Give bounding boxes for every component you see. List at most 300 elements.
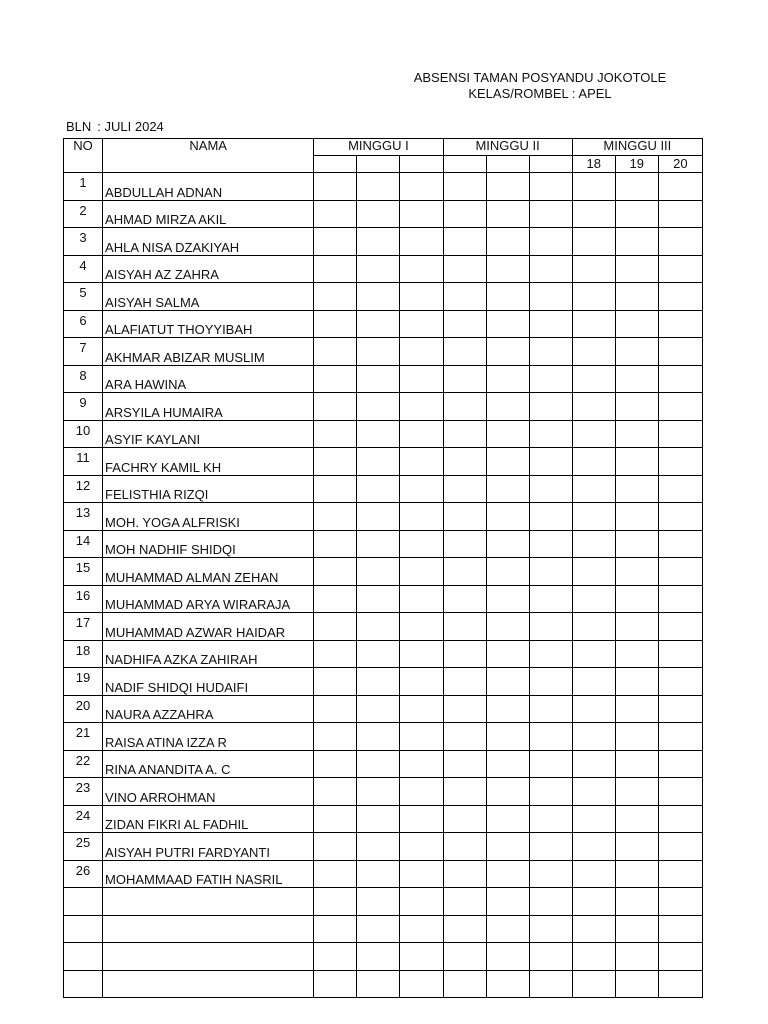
attendance-cell[interactable] <box>486 585 529 613</box>
attendance-cell[interactable] <box>400 668 443 696</box>
attendance-cell[interactable] <box>357 503 400 531</box>
attendance-cell[interactable] <box>529 943 572 971</box>
attendance-cell[interactable] <box>314 420 357 448</box>
attendance-cell[interactable] <box>357 640 400 668</box>
attendance-cell[interactable] <box>314 255 357 283</box>
attendance-cell[interactable] <box>314 310 357 338</box>
attendance-cell[interactable] <box>572 420 615 448</box>
attendance-cell[interactable] <box>658 833 702 861</box>
attendance-cell[interactable] <box>572 888 615 916</box>
attendance-cell[interactable] <box>658 228 702 256</box>
student-name: ARSYILA HUMAIRA <box>103 393 314 421</box>
attendance-cell[interactable] <box>357 558 400 586</box>
attendance-cell[interactable] <box>529 475 572 503</box>
attendance-cell[interactable] <box>529 503 572 531</box>
attendance-cell[interactable] <box>572 805 615 833</box>
attendance-cell[interactable] <box>400 778 443 806</box>
attendance-cell[interactable] <box>615 805 658 833</box>
attendance-cell[interactable] <box>486 475 529 503</box>
attendance-cell[interactable] <box>658 915 702 943</box>
attendance-cell[interactable] <box>486 173 529 201</box>
attendance-cell[interactable] <box>400 723 443 751</box>
table-row <box>64 365 703 393</box>
attendance-cell[interactable] <box>572 393 615 421</box>
attendance-cell[interactable] <box>314 833 357 861</box>
attendance-cell[interactable] <box>357 833 400 861</box>
attendance-cell[interactable] <box>658 173 702 201</box>
attendance-cell[interactable] <box>615 530 658 558</box>
attendance-cell[interactable] <box>486 503 529 531</box>
attendance-cell[interactable] <box>314 558 357 586</box>
attendance-cell[interactable] <box>658 475 702 503</box>
attendance-cell[interactable] <box>314 723 357 751</box>
attendance-cell[interactable] <box>314 860 357 888</box>
attendance-cell[interactable] <box>486 448 529 476</box>
attendance-cell[interactable] <box>615 393 658 421</box>
student-no <box>64 915 103 943</box>
attendance-cell[interactable] <box>658 778 702 806</box>
attendance-cell[interactable] <box>658 530 702 558</box>
attendance-cell[interactable] <box>400 888 443 916</box>
attendance-cell[interactable] <box>658 283 702 311</box>
attendance-cell[interactable] <box>443 503 486 531</box>
attendance-cell[interactable] <box>572 833 615 861</box>
attendance-cell[interactable] <box>400 750 443 778</box>
attendance-cell[interactable] <box>486 723 529 751</box>
attendance-cell[interactable] <box>529 173 572 201</box>
student-no: 15 <box>64 558 103 586</box>
attendance-cell[interactable] <box>615 420 658 448</box>
student-rows <box>64 173 703 998</box>
attendance-cell[interactable] <box>658 310 702 338</box>
attendance-cell[interactable] <box>529 805 572 833</box>
attendance-cell[interactable] <box>400 558 443 586</box>
attendance-cell[interactable] <box>357 228 400 256</box>
attendance-cell[interactable] <box>443 640 486 668</box>
attendance-cell[interactable] <box>314 970 357 998</box>
student-name: AISYAH SALMA <box>103 283 314 311</box>
attendance-cell[interactable] <box>400 338 443 366</box>
attendance-cell[interactable] <box>658 613 702 641</box>
attendance-cell[interactable] <box>400 970 443 998</box>
attendance-cell[interactable] <box>658 503 702 531</box>
attendance-cell[interactable] <box>443 723 486 751</box>
attendance-cell[interactable] <box>658 943 702 971</box>
header-day-cell <box>443 156 486 173</box>
attendance-cell[interactable] <box>443 833 486 861</box>
attendance-cell[interactable] <box>615 778 658 806</box>
attendance-cell[interactable] <box>529 200 572 228</box>
table-row <box>64 723 703 751</box>
attendance-cell[interactable] <box>400 475 443 503</box>
attendance-cell[interactable] <box>615 613 658 641</box>
table-row <box>64 750 703 778</box>
attendance-cell[interactable] <box>658 750 702 778</box>
attendance-cell[interactable] <box>357 860 400 888</box>
attendance-cell[interactable] <box>529 530 572 558</box>
attendance-cell[interactable] <box>615 668 658 696</box>
attendance-cell[interactable] <box>486 888 529 916</box>
attendance-cell[interactable] <box>486 943 529 971</box>
attendance-cell[interactable] <box>443 695 486 723</box>
attendance-cell[interactable] <box>572 228 615 256</box>
attendance-cell[interactable] <box>314 668 357 696</box>
attendance-cell[interactable] <box>615 888 658 916</box>
attendance-cell[interactable] <box>615 365 658 393</box>
attendance-cell[interactable] <box>357 613 400 641</box>
attendance-cell[interactable] <box>357 943 400 971</box>
attendance-cell[interactable] <box>357 310 400 338</box>
attendance-cell[interactable] <box>357 695 400 723</box>
attendance-cell[interactable] <box>400 393 443 421</box>
attendance-cell[interactable] <box>658 365 702 393</box>
attendance-cell[interactable] <box>400 420 443 448</box>
attendance-cell[interactable] <box>615 310 658 338</box>
attendance-cell[interactable] <box>615 860 658 888</box>
attendance-cell[interactable] <box>443 283 486 311</box>
attendance-cell[interactable] <box>529 365 572 393</box>
attendance-cell[interactable] <box>486 310 529 338</box>
attendance-cell[interactable] <box>529 255 572 283</box>
student-name: FELISTHIA RIZQI <box>103 475 314 503</box>
student-no: 1 <box>64 173 103 201</box>
attendance-cell[interactable] <box>615 173 658 201</box>
attendance-cell[interactable] <box>529 393 572 421</box>
class-label: KELAS/ROMBEL : APEL <box>468 86 612 101</box>
attendance-cell[interactable] <box>357 915 400 943</box>
attendance-cell[interactable] <box>443 613 486 641</box>
attendance-cell[interactable] <box>658 338 702 366</box>
attendance-cell[interactable] <box>357 448 400 476</box>
attendance-cell[interactable] <box>314 475 357 503</box>
attendance-cell[interactable] <box>443 310 486 338</box>
attendance-cell[interactable] <box>357 200 400 228</box>
attendance-cell[interactable] <box>357 475 400 503</box>
attendance-cell[interactable] <box>486 393 529 421</box>
attendance-cell[interactable] <box>615 255 658 283</box>
attendance-cell[interactable] <box>400 613 443 641</box>
attendance-cell[interactable] <box>529 860 572 888</box>
attendance-cell[interactable] <box>443 778 486 806</box>
attendance-cell[interactable] <box>314 228 357 256</box>
attendance-cell[interactable] <box>615 475 658 503</box>
attendance-cell[interactable] <box>443 585 486 613</box>
attendance-cell[interactable] <box>314 640 357 668</box>
attendance-cell[interactable] <box>529 723 572 751</box>
attendance-cell[interactable] <box>529 558 572 586</box>
attendance-cell[interactable] <box>572 365 615 393</box>
attendance-cell[interactable] <box>658 888 702 916</box>
attendance-cell[interactable] <box>443 173 486 201</box>
attendance-cell[interactable] <box>572 915 615 943</box>
attendance-cell[interactable] <box>314 778 357 806</box>
attendance-cell[interactable] <box>400 943 443 971</box>
attendance-cell[interactable] <box>357 778 400 806</box>
attendance-cell[interactable] <box>443 420 486 448</box>
student-no: 10 <box>64 420 103 448</box>
attendance-cell[interactable] <box>486 778 529 806</box>
attendance-cell[interactable] <box>486 668 529 696</box>
student-no: 9 <box>64 393 103 421</box>
student-no: 21 <box>64 723 103 751</box>
attendance-cell[interactable] <box>400 283 443 311</box>
attendance-cell[interactable] <box>314 750 357 778</box>
student-name: RAISA ATINA IZZA R <box>103 723 314 751</box>
attendance-cell[interactable] <box>615 915 658 943</box>
attendance-cell[interactable] <box>486 750 529 778</box>
table-row <box>64 283 703 311</box>
attendance-cell[interactable] <box>443 750 486 778</box>
attendance-cell[interactable] <box>615 723 658 751</box>
attendance-cell[interactable] <box>400 503 443 531</box>
attendance-cell[interactable] <box>529 695 572 723</box>
attendance-cell[interactable] <box>658 640 702 668</box>
attendance-cell[interactable] <box>615 585 658 613</box>
attendance-cell[interactable] <box>572 283 615 311</box>
attendance-cell[interactable] <box>486 200 529 228</box>
attendance-cell[interactable] <box>400 228 443 256</box>
attendance-cell[interactable] <box>486 805 529 833</box>
attendance-cell[interactable] <box>443 255 486 283</box>
attendance-cell[interactable] <box>443 915 486 943</box>
attendance-cell[interactable] <box>400 915 443 943</box>
attendance-cell[interactable] <box>529 420 572 448</box>
attendance-cell[interactable] <box>486 338 529 366</box>
attendance-cell[interactable] <box>314 613 357 641</box>
student-no: 26 <box>64 860 103 888</box>
attendance-cell[interactable] <box>529 750 572 778</box>
attendance-cell[interactable] <box>357 970 400 998</box>
attendance-cell[interactable] <box>572 613 615 641</box>
attendance-cell[interactable] <box>357 393 400 421</box>
attendance-cell[interactable] <box>529 283 572 311</box>
attendance-cell[interactable] <box>357 530 400 558</box>
attendance-cell[interactable] <box>443 668 486 696</box>
attendance-cell[interactable] <box>529 338 572 366</box>
attendance-cell[interactable] <box>615 833 658 861</box>
attendance-cell[interactable] <box>400 860 443 888</box>
attendance-cell[interactable] <box>572 778 615 806</box>
attendance-cell[interactable] <box>443 943 486 971</box>
attendance-cell[interactable] <box>572 640 615 668</box>
attendance-cell[interactable] <box>572 310 615 338</box>
attendance-cell[interactable] <box>357 585 400 613</box>
attendance-cell[interactable] <box>400 805 443 833</box>
attendance-cell[interactable] <box>443 530 486 558</box>
attendance-cell[interactable] <box>572 200 615 228</box>
attendance-cell[interactable] <box>486 283 529 311</box>
attendance-cell[interactable] <box>357 888 400 916</box>
attendance-cell[interactable] <box>572 585 615 613</box>
attendance-cell[interactable] <box>357 668 400 696</box>
attendance-cell[interactable] <box>400 200 443 228</box>
attendance-cell[interactable] <box>443 393 486 421</box>
attendance-cell[interactable] <box>400 448 443 476</box>
attendance-cell[interactable] <box>658 695 702 723</box>
attendance-cell[interactable] <box>443 338 486 366</box>
attendance-cell[interactable] <box>615 750 658 778</box>
attendance-cell[interactable] <box>443 860 486 888</box>
attendance-cell[interactable] <box>572 475 615 503</box>
attendance-cell[interactable] <box>615 943 658 971</box>
attendance-cell[interactable] <box>400 530 443 558</box>
student-name: NAURA AZZAHRA <box>103 695 314 723</box>
attendance-cell[interactable] <box>400 173 443 201</box>
student-name <box>103 943 314 971</box>
attendance-cell[interactable] <box>658 558 702 586</box>
attendance-cell[interactable] <box>400 640 443 668</box>
attendance-cell[interactable] <box>529 833 572 861</box>
attendance-cell[interactable] <box>486 970 529 998</box>
attendance-cell[interactable] <box>486 640 529 668</box>
attendance-cell[interactable] <box>486 915 529 943</box>
attendance-cell[interactable] <box>572 943 615 971</box>
attendance-cell[interactable] <box>357 255 400 283</box>
attendance-cell[interactable] <box>314 695 357 723</box>
student-no: 18 <box>64 640 103 668</box>
attendance-cell[interactable] <box>486 420 529 448</box>
attendance-cell[interactable] <box>400 833 443 861</box>
attendance-cell[interactable] <box>572 173 615 201</box>
attendance-cell[interactable] <box>314 805 357 833</box>
attendance-cell[interactable] <box>615 228 658 256</box>
attendance-cell[interactable] <box>486 833 529 861</box>
attendance-cell[interactable] <box>443 475 486 503</box>
attendance-cell[interactable] <box>615 970 658 998</box>
student-no: 12 <box>64 475 103 503</box>
attendance-cell[interactable] <box>400 695 443 723</box>
attendance-cell[interactable] <box>615 640 658 668</box>
attendance-cell[interactable] <box>486 365 529 393</box>
attendance-cell[interactable] <box>314 915 357 943</box>
attendance-cell[interactable] <box>357 420 400 448</box>
attendance-cell[interactable] <box>443 365 486 393</box>
attendance-cell[interactable] <box>314 943 357 971</box>
attendance-cell[interactable] <box>314 200 357 228</box>
attendance-cell[interactable] <box>357 805 400 833</box>
attendance-cell[interactable] <box>572 558 615 586</box>
attendance-cell[interactable] <box>357 750 400 778</box>
attendance-cell[interactable] <box>443 200 486 228</box>
student-no: 14 <box>64 530 103 558</box>
attendance-cell[interactable] <box>658 200 702 228</box>
attendance-cell[interactable] <box>529 448 572 476</box>
student-name: ARA HAWINA <box>103 365 314 393</box>
attendance-cell[interactable] <box>314 365 357 393</box>
attendance-cell[interactable] <box>443 805 486 833</box>
attendance-cell[interactable] <box>314 448 357 476</box>
attendance-cell[interactable] <box>400 585 443 613</box>
attendance-cell[interactable] <box>615 338 658 366</box>
attendance-cell[interactable] <box>443 970 486 998</box>
attendance-cell[interactable] <box>486 530 529 558</box>
attendance-cell[interactable] <box>529 310 572 338</box>
attendance-cell[interactable] <box>658 970 702 998</box>
attendance-cell[interactable] <box>572 503 615 531</box>
attendance-cell[interactable] <box>658 723 702 751</box>
attendance-cell[interactable] <box>615 558 658 586</box>
attendance-cell[interactable] <box>314 888 357 916</box>
attendance-cell[interactable] <box>400 255 443 283</box>
attendance-cell[interactable] <box>658 668 702 696</box>
attendance-cell[interactable] <box>572 695 615 723</box>
attendance-cell[interactable] <box>400 310 443 338</box>
attendance-cell[interactable] <box>314 503 357 531</box>
attendance-cell[interactable] <box>658 255 702 283</box>
attendance-cell[interactable] <box>658 585 702 613</box>
attendance-cell[interactable] <box>529 668 572 696</box>
attendance-cell[interactable] <box>658 393 702 421</box>
attendance-cell[interactable] <box>486 613 529 641</box>
attendance-cell[interactable] <box>572 530 615 558</box>
attendance-cell[interactable] <box>314 173 357 201</box>
attendance-cell[interactable] <box>486 255 529 283</box>
attendance-cell[interactable] <box>529 888 572 916</box>
table-row <box>64 530 703 558</box>
attendance-cell[interactable] <box>529 915 572 943</box>
attendance-cell[interactable] <box>658 805 702 833</box>
attendance-cell[interactable] <box>572 750 615 778</box>
attendance-cell[interactable] <box>357 338 400 366</box>
attendance-cell[interactable] <box>572 338 615 366</box>
attendance-cell[interactable] <box>658 448 702 476</box>
attendance-cell[interactable] <box>314 338 357 366</box>
attendance-cell[interactable] <box>443 888 486 916</box>
attendance-cell[interactable] <box>529 778 572 806</box>
attendance-cell[interactable] <box>658 420 702 448</box>
attendance-cell[interactable] <box>572 970 615 998</box>
attendance-cell[interactable] <box>615 200 658 228</box>
attendance-cell[interactable] <box>658 860 702 888</box>
attendance-cell[interactable] <box>400 365 443 393</box>
attendance-cell[interactable] <box>443 448 486 476</box>
attendance-cell[interactable] <box>486 228 529 256</box>
attendance-cell[interactable] <box>443 558 486 586</box>
header-day-cell <box>314 156 357 173</box>
attendance-cell[interactable] <box>443 228 486 256</box>
attendance-cell[interactable] <box>615 503 658 531</box>
attendance-cell[interactable] <box>615 448 658 476</box>
attendance-cell[interactable] <box>572 860 615 888</box>
attendance-cell[interactable] <box>486 860 529 888</box>
header-name: NAMA <box>103 139 314 173</box>
attendance-cell[interactable] <box>314 393 357 421</box>
attendance-cell[interactable] <box>529 613 572 641</box>
attendance-cell[interactable] <box>572 448 615 476</box>
attendance-cell[interactable] <box>314 585 357 613</box>
attendance-cell[interactable] <box>529 970 572 998</box>
student-no: 19 <box>64 668 103 696</box>
month-line <box>66 119 164 135</box>
attendance-cell[interactable] <box>486 695 529 723</box>
attendance-cell[interactable] <box>357 173 400 201</box>
attendance-cell[interactable] <box>572 723 615 751</box>
attendance-cell[interactable] <box>357 283 400 311</box>
attendance-cell[interactable] <box>357 723 400 751</box>
attendance-cell[interactable] <box>529 228 572 256</box>
attendance-cell[interactable] <box>529 585 572 613</box>
attendance-cell[interactable] <box>486 558 529 586</box>
attendance-cell[interactable] <box>314 283 357 311</box>
header-day-18: 18 <box>572 156 615 173</box>
attendance-cell[interactable] <box>572 668 615 696</box>
attendance-cell[interactable] <box>357 365 400 393</box>
attendance-cell[interactable] <box>615 283 658 311</box>
attendance-cell[interactable] <box>314 530 357 558</box>
attendance-cell[interactable] <box>572 255 615 283</box>
attendance-cell[interactable] <box>615 695 658 723</box>
attendance-cell[interactable] <box>529 640 572 668</box>
